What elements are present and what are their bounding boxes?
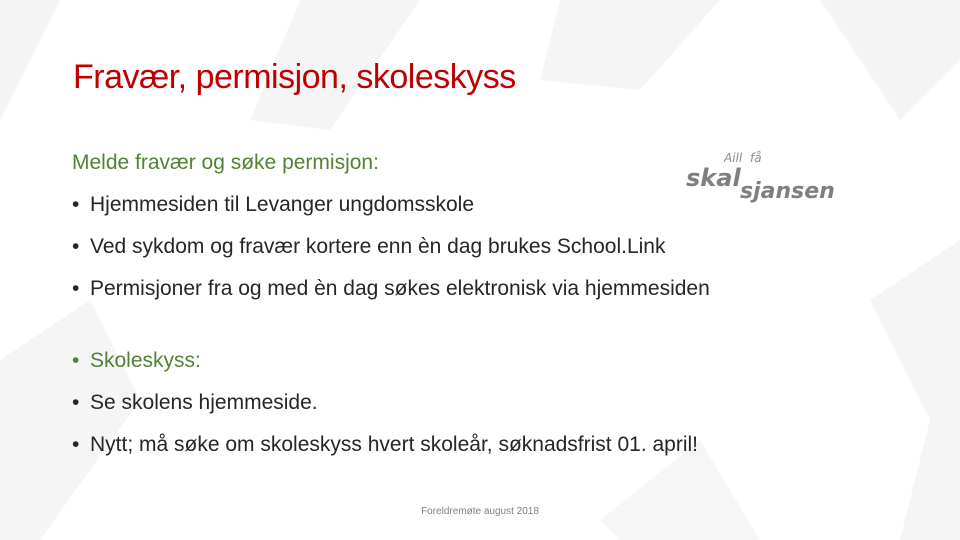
list-item-text: Permisjoner fra og med èn dag søkes elektronisk via hjemmesiden: [90, 277, 710, 300]
bullet-icon: •: [72, 193, 80, 216]
bullet-icon: •: [72, 277, 80, 300]
bullet-icon: •: [72, 391, 80, 414]
logo-word-fa: få: [750, 151, 762, 165]
section-heading-transport: Skoleskyss:: [90, 349, 201, 372]
logo-word-sjansen: sjansen: [740, 179, 835, 204]
list-item-text: Se skolens hjemmeside.: [90, 391, 318, 414]
list-item: [72, 424, 698, 466]
bullet-icon: •: [72, 349, 80, 372]
list-item-text: Ved sykdom og fravær kortere enn èn dag brukes School.Link: [90, 235, 666, 258]
list-item-text: Hjemmesiden til Levanger ungdomsskole: [90, 193, 475, 216]
logo-word-skal: skal: [686, 164, 741, 192]
skal-alle-fa-sjansen-logo: [684, 140, 844, 210]
page-title: Fravær, permisjon, skoleskyss: [73, 58, 516, 96]
logo-word-aill: Aill: [724, 151, 743, 165]
list-item: [72, 226, 710, 268]
bullet-icon: •: [72, 235, 80, 258]
list-item: [72, 268, 710, 310]
list-item: [72, 340, 698, 382]
bullet-icon: •: [72, 433, 80, 456]
list-item: [72, 382, 698, 424]
list-item-text: Nytt; må søke om skoleskyss hvert skoleår, søknadsfrist 01. april!: [90, 433, 699, 456]
footer-text: Foreldremøte august 2018: [421, 506, 539, 517]
list-item: [72, 184, 710, 226]
section-school-transport: [72, 340, 698, 466]
section-heading-absence: Melde fravær og søke permisjon:: [72, 151, 379, 174]
section-absence: [72, 142, 710, 310]
